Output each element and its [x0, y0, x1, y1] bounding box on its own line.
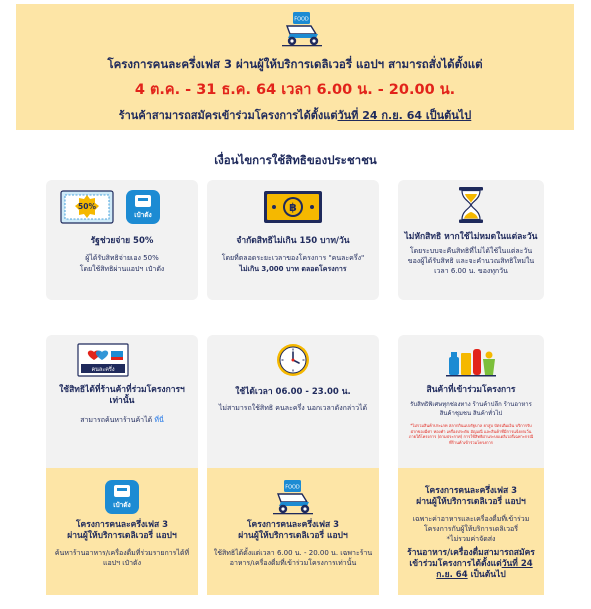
card-title: รัฐช่วยจ่าย 50%: [90, 236, 154, 246]
card-title: จำกัดสิทธิไม่เกิน 150 บาท/วัน: [236, 236, 350, 246]
clock-icon: [276, 343, 310, 377]
card-desc: ไม่สามารถใช้สิทธิ คนละครึ่ง นอกเวลาดังกล่าวได้: [218, 404, 368, 412]
card-desc: รับสิทธิพิเศษทุกช่องทาง ร้านค้าปลีก ร้านอาหาร สินค้าชุมชน สินค้าทั่วไป: [410, 401, 532, 417]
card-desc-line1: ผู้ได้รับสิทธิจ่ายเอง 50%: [85, 254, 159, 262]
card-government-pays-half: [46, 180, 198, 300]
card-title-line1: ใช้สิทธิได้ที่ร้านค้าที่ร่วมโครงการฯ: [59, 385, 185, 395]
delivery-enrollment-note: [402, 548, 540, 581]
delivery-desc-line1: เฉพาะค่าอาหารและเครื่องดื่มที่เข้าร่วมโครงการกับผู้ให้บริการเดลิเวอรี่: [412, 515, 530, 533]
find-shop-link[interactable]: ที่นี่: [154, 416, 164, 424]
paotang-app-icon: [105, 480, 139, 514]
delivery-scooter-icon: [280, 10, 324, 48]
card-title: ใช้ได้เวลา 06.00 - 23.00 น.: [235, 387, 351, 397]
delivery-desc: ค้นหาร้านอาหาร/เครื่องดื่มที่ร่วมรายการได้ที่ แอปฯ เป๋าตัง: [54, 549, 190, 567]
card-daily-limit: [207, 180, 379, 300]
card-no-deduction: [398, 180, 544, 300]
scooter-food-label: FOOD: [294, 16, 309, 23]
card-desc-line1: โดยที่ตลอดระยะเวลาของโครงการ "คนละครึ่ง": [221, 254, 365, 262]
paotang-app-label: เป๋าตัง: [113, 501, 131, 509]
baht-banknote-icon: [263, 190, 323, 224]
card-desc-bold: ไม่เกิน 3,000 บาท ตลอดโครงการ: [239, 265, 347, 273]
delivery-title-line2: ผ่านผู้ให้บริการเดลิเวอรี่ แอปฯ: [67, 531, 177, 541]
delivery-card-food: [207, 468, 379, 595]
card-desc-prefix: สามารถค้นหาร้านค้าได้: [80, 416, 153, 424]
card-exclusion-note: *ไม่รวมสินค้าประเภท สลากกินแบ่งรัฐบาล ยาสูบ บัตรเติมเงิน บริการรับฝากของมีค่า ทองคำ เครื่องประดับ อัญมณี และสินค้าที่มีการแจ้งยกเว้นภายใต้โครงการ (ตามประกาศ) การใช้สิทธิผ่านระบบเดลิเวอรี่เฉพาะกรณีที่ร้านค้าเข้าร่วมโครงการ: [408, 423, 534, 445]
delivery-title-line2: ผ่านผู้ให้บริการเดลิเวอรี่ แอปฯ: [416, 497, 526, 507]
card-title-line2: เท่านั้น: [109, 396, 135, 406]
delivery-title-line1: โครงการคนละครึ่งเฟส 3: [75, 520, 169, 530]
card-desc: โดยระบบจะคืนสิทธิที่ไม่ได้ใช้ในแต่ละวันของผู้ได้รับสิทธิ และจะคำนวณสิทธิใหม่ในเวลา 6.00 น. ของทุกวัน: [407, 247, 535, 275]
banner-note-date: วันที่ 24 ก.ย. 64 เป็นต้นไป: [337, 109, 472, 122]
shop-sign-icon: [77, 343, 129, 377]
card-title: ไม่หักสิทธิ หากใช้ไม่หมดในแต่ละวัน: [404, 232, 538, 242]
delivery-desc: ใช้สิทธิได้ตั้งแต่เวลา 6.00 น. - 20.00 น. เฉพาะร้านอาหาร/เครื่องดื่มที่เข้าร่วมโครงการเท่านั้น: [213, 549, 373, 567]
section-title: เงื่อนไขการใช้สิทธิของประชาชน: [214, 153, 377, 167]
card-desc-line2: โดยใช้สิทธิผ่านแอปฯ เป๋าตัง: [79, 265, 165, 273]
delivery-card-conditions: [398, 468, 544, 595]
delivery-enrollment-suffix: เป็นต้นไป: [470, 570, 506, 580]
svg-text:฿: ฿: [289, 201, 297, 214]
delivery-title-line1: โครงการคนละครึ่งเฟส 3: [424, 486, 518, 496]
paotang-app-icon: [126, 190, 160, 224]
delivery-title-line2: ผ่านผู้ให้บริการเดลิเวอรี่ แอปฯ: [238, 531, 348, 541]
delivery-desc-line2: *ไม่รวมค่าจัดส่ง: [446, 535, 496, 543]
coupon-50-icon: [60, 190, 114, 224]
delivery-scooter-icon: [271, 478, 315, 516]
coupon-50-label: 50%: [78, 202, 96, 211]
delivery-enrollment-prefix: ร้านอาหาร/เครื่องดื่มสามารถสมัครเข้าร่วมโครงการได้ตั้งแต่: [407, 548, 535, 569]
card-desc-line2: [213, 264, 373, 274]
delivery-title-line1: โครงการคนละครึ่งเฟส 3: [246, 520, 340, 530]
delivery-card-paotang: [46, 468, 198, 595]
card-title: สินค้าที่เข้าร่วมโครงการ: [426, 385, 516, 395]
scooter-food-label: FOOD: [285, 484, 300, 491]
hourglass-icon: [458, 186, 484, 224]
banner-title: โครงการคนละครึ่งเฟส 3 ผ่านผู้ให้บริการเดลิเวอรี่ แอปฯ สามารถสั่งได้ตั้งแต่: [107, 57, 483, 71]
card-desc: [52, 415, 192, 425]
banner-dates: 4 ต.ค. - 31 ธ.ค. 64 เวลา 6.00 น. - 20.00 น.: [134, 82, 456, 98]
delivery-enrollment-date: วันที่ 24 ก.ย. 64: [436, 559, 533, 580]
banner-note: [16, 106, 574, 124]
shop-sign-label: คนละครึ่ง: [91, 367, 115, 373]
banner-note-prefix: ร้านค้าสามารถสมัครเข้าร่วมโครงการได้ตั้งแต่: [118, 109, 338, 122]
paotang-app-label: เป๋าตัง: [134, 211, 152, 219]
top-banner: [16, 4, 574, 130]
groceries-icon: [445, 343, 497, 377]
